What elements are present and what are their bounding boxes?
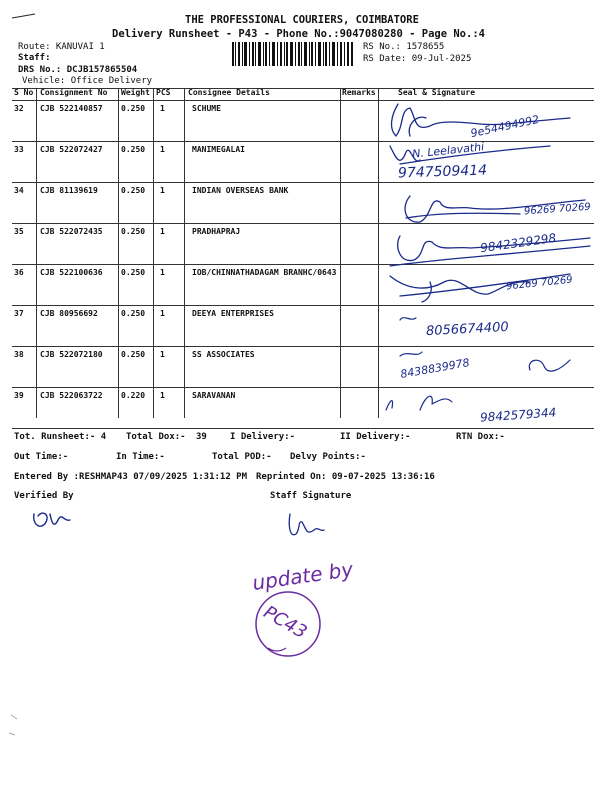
top-edge: [0, 0, 600, 2]
tot-runsheet: Tot. Runsheet:- 4: [14, 432, 107, 442]
row-pcs: 1: [160, 309, 165, 318]
total-dox-label: Total Dox:-: [126, 432, 186, 442]
row-consignee: SS ASSOCIATES: [192, 350, 255, 359]
rs-number: RS No.: 1578655: [363, 42, 445, 52]
col-header-weight: Weight: [121, 88, 150, 97]
row-sno: 37: [14, 309, 24, 318]
row-consignee: SCHUME: [192, 104, 221, 113]
entered-by: Entered By :RESHMAP43 07/09/2025 1:31:12 PM: [14, 472, 247, 482]
row-consignee: IOB/CHINNATHADAGAM BRANHC/0643: [192, 268, 337, 277]
in-time: In Time:-: [116, 452, 165, 462]
row-consignment: CJB 522100636: [40, 268, 103, 277]
staff: Staff:: [18, 53, 51, 63]
drs-number: DRS No.: DCJB157865504: [18, 65, 138, 75]
row-consignment: CJB 522072180: [40, 350, 103, 359]
row-weight: 0.250: [121, 309, 146, 318]
vehicle: Vehicle: Office Delivery: [22, 76, 153, 86]
row-consignee: MANIMEGALAI: [192, 145, 245, 154]
row-pcs: 1: [160, 145, 165, 154]
row-weight: 0.250: [121, 268, 146, 277]
row-consignee: SARAVANAN: [192, 391, 236, 400]
row-weight: 0.250: [121, 227, 146, 236]
row-sno: 34: [14, 186, 24, 195]
row-pcs: 1: [160, 391, 165, 400]
row-sno: 32: [14, 104, 24, 113]
company-title: THE PROFESSIONAL COURIERS, COIMBATORE: [185, 14, 419, 26]
row-weight: 0.250: [121, 145, 146, 154]
col-header-remarks: Remarks: [342, 88, 376, 97]
row-consignee: PRADHAPRAJ: [192, 227, 241, 236]
row-weight: 0.220: [121, 391, 146, 400]
rs-date: RS Date: 09-Jul-2025: [363, 54, 472, 64]
update-by-note: update by: [250, 557, 355, 595]
row-sno: 38: [14, 350, 24, 359]
route: Route: KANUVAI 1: [18, 42, 105, 52]
col-header-consignee: Consignee Details: [188, 88, 270, 97]
handwritten-number: 9842329298: [479, 230, 557, 256]
row-pcs: 1: [160, 227, 165, 236]
signature-scribbles-lower: [380, 300, 580, 420]
staff-signature: Staff Signature: [270, 491, 352, 501]
total-dox-value: 39: [196, 432, 207, 442]
stamp-text: PC43: [259, 601, 311, 644]
delvy-points: Delvy Points:-: [290, 452, 366, 462]
reprinted-on: Reprinted On: 09-07-2025 13:36:16: [256, 472, 435, 482]
col-header-consignment: Consignment No: [40, 88, 108, 97]
page-mark: [5, 705, 25, 745]
handwritten-number: 9842579344: [479, 405, 557, 425]
handwritten-number: 9e54494992: [469, 112, 541, 141]
row-consignment: CJB 81139619: [40, 186, 98, 195]
row-weight: 0.250: [121, 104, 146, 113]
staff-signature-mark: [284, 508, 334, 548]
row-consignment: CJB 522063722: [40, 391, 103, 400]
handwritten-number: 8438839978: [399, 356, 471, 381]
col-header-sno: S No: [14, 88, 34, 97]
barcode: [232, 42, 354, 66]
row-sno: 33: [14, 145, 24, 154]
row-consignee: INDIAN OVERSEAS BANK: [192, 186, 289, 195]
row-weight: 0.250: [121, 186, 146, 195]
verified-signature: [28, 500, 88, 540]
row-sno: 39: [14, 391, 24, 400]
row-pcs: 1: [160, 104, 165, 113]
row-consignment: CJB 522072427: [40, 145, 103, 154]
row-consignee: DEEYA ENTERPRISES: [192, 309, 274, 318]
out-time: Out Time:-: [14, 452, 69, 462]
row-pcs: 1: [160, 186, 165, 195]
row-consignment: CJB 522072435: [40, 227, 103, 236]
rtn-dox: RTN Dox:-: [456, 432, 505, 442]
runsheet-subtitle: Delivery Runsheet - P43 - Phone No.:9047080280 - Page No.:4: [112, 28, 485, 40]
row-consignment: CJB 80956692: [40, 309, 98, 318]
verified-by: Verified By: [14, 491, 74, 501]
handwritten-number: 8056674400: [425, 319, 510, 340]
handwritten-name: N. Leelavathi: [411, 140, 485, 161]
col-header-signature: Seal & Signature: [398, 88, 476, 97]
ii-delivery: II Delivery:-: [340, 432, 411, 442]
row-pcs: 1: [160, 268, 165, 277]
row-pcs: 1: [160, 350, 165, 359]
handwritten-number: 96269 70269: [523, 201, 592, 218]
row-weight: 0.250: [121, 350, 146, 359]
row-sno: 35: [14, 227, 24, 236]
handwritten-number: 9747509414: [397, 162, 488, 182]
total-pod: Total POD:-: [212, 452, 272, 462]
pen-mark: [10, 10, 40, 22]
col-header-pcs: PCS: [156, 88, 171, 97]
row-consignment: CJB 522140857: [40, 104, 103, 113]
row-sno: 36: [14, 268, 24, 277]
i-delivery: I Delivery:-: [230, 432, 296, 442]
handwritten-number: 96269 70269: [505, 274, 574, 293]
